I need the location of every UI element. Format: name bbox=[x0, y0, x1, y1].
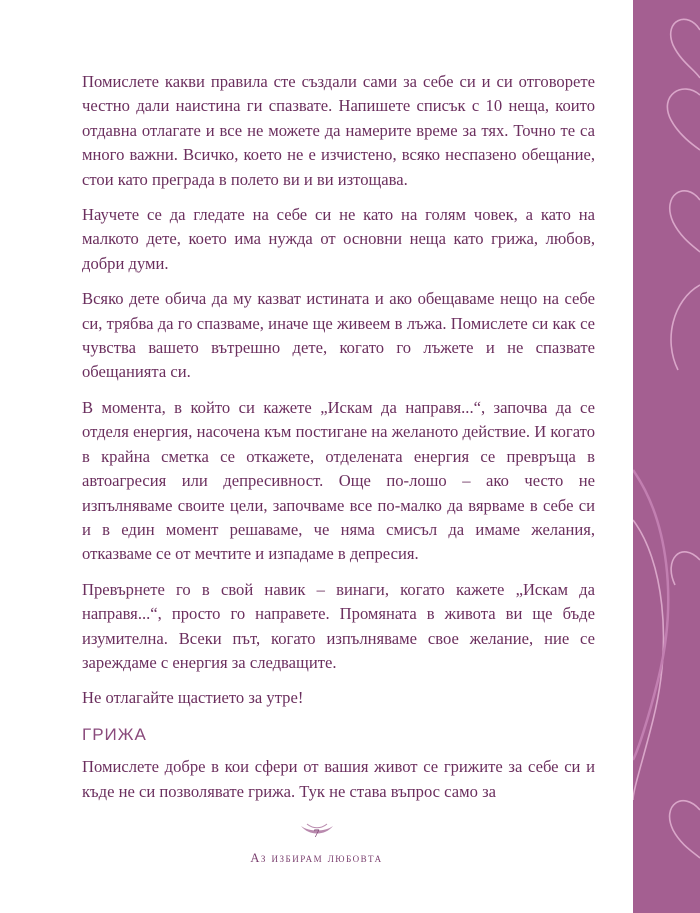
paragraph-6: Не отлагайте щастието за утре! bbox=[82, 688, 304, 708]
book-title: Аз избирам любовта bbox=[250, 851, 383, 865]
decorative-sidebar bbox=[633, 0, 700, 913]
paragraph-7: Помислете добре в кои сфери от вашия живот се грижите за себе си и къде не си позволявате грижа. Тук не става въпрос само за bbox=[82, 757, 595, 801]
paragraph-1: Помислете какви правила сте създали сами за себе си и си отговорете честно дали наистина ги спазвате. Напишете списък с 10 неща, които отдавна отлагате и все не можете да намерите време за тях. Точно те са много важни. Всичко, което не е изчистено, всяко неспазено обещание, стои като преграда в полето ви и ви изтощава. bbox=[82, 72, 595, 189]
page-number: 7 bbox=[313, 826, 320, 840]
hearts-ornament-icon bbox=[633, 0, 700, 913]
section-heading: ГРИЖА bbox=[82, 724, 147, 744]
paragraph-4: В момента, в който си кажете „Искам да направя...“, започва да се отделя енергия, насочена към постигане на желаното действие. И когато в крайна сметка се откажете, отделената енергия се превръща в автоагресия или депресивност. Още по-лошо – ако често не изпълняваме своите цели, започваме все по-малко да вярваме в себе си и в един момент решаваме, че няма смисъл да имаме желания, отказваме се от мечтите и изпадаме в депресия. bbox=[82, 397, 595, 564]
paragraph-3: Всяко дете обича да му казват истината и ако обещаваме нещо на себе си, трябва да го спазваме, иначе ще живеем в лъжа. Помислете си как се чувства вашето вътрешно дете, когато го лъжете и не спазвате обещанията си. bbox=[82, 289, 595, 382]
page-footer bbox=[0, 820, 633, 866]
main-text bbox=[82, 70, 595, 815]
paragraph-2: Научете се да гледате на себе си не като на голям човек, а като на малкото дете, което има нужда от основни неща като грижа, любов, добри думи. bbox=[82, 205, 595, 273]
paragraph-5: Превърнете го в свой навик – винаги, когато кажете „Искам да направя...“, просто го направете. Промяната в живота ви ще бъде изумителна. Всеки път, когато изпълняваме свое желание, ние се зареждаме с енергия за следващите. bbox=[82, 579, 595, 672]
